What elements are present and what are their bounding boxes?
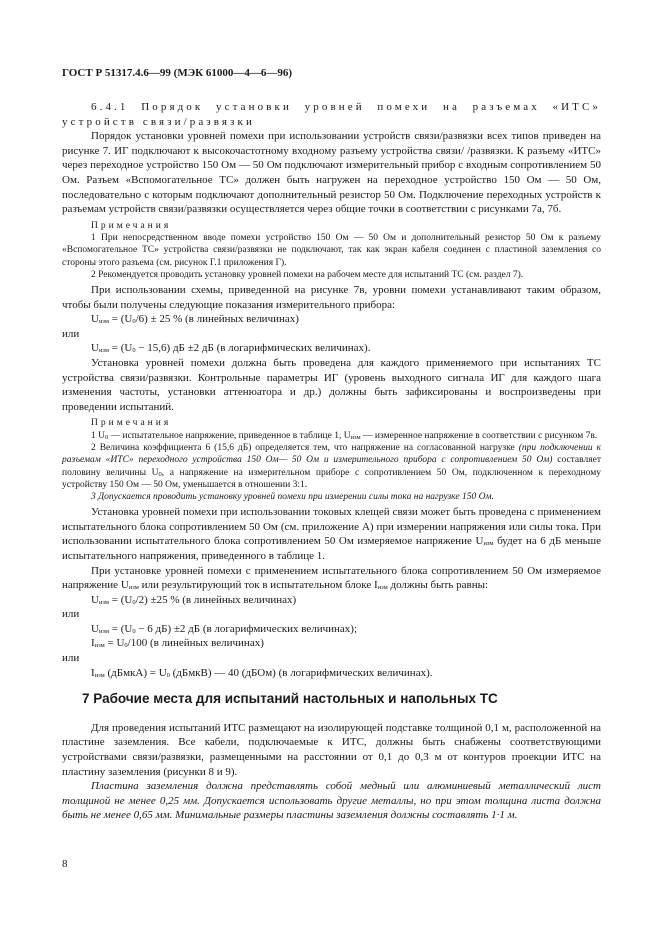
paragraph: При использовании схемы, приведенной на рисунке 7в, уровни помехи устанавливают таким образом, чтобы были получены следующие показания измерительного прибора: (62, 284, 601, 311)
section-heading-7: 7 Рабочие места для испытаний настольных и напольных ТС (82, 691, 498, 707)
notes-heading: Примечания (91, 418, 172, 429)
formula: $I_{изм} = U_0/100$ (в линейных величинах) (91, 637, 264, 650)
paragraph: Пластина заземления должна представлять собой медный или алюминиевый металлический лист толщиной не менее 0,25 мм. Допускается использовать другие металлы, но при этом толщина листа должна быть не менее 0,65 мм. Минимальные размеры пластины заземления должны составлять 1·1 м. (62, 780, 601, 822)
paragraph: Для проведения испытаний ИТС размещают на изолирующей подставке толщиной 0,1 м, расположенной на пластине заземления. Все кабели, подключаемые к ИТС, должны быть снабжены соответствующими устройствами связи/развязки, размещенными на расстоянии от 0,1 до 0,3 м от контуров проекции ИТС на пластину заземления (рисунки 8 и 9). (62, 721, 601, 778)
paragraph: При установке уровней помехи с применением испытательного блока сопротивлением 50 Ом измеряемое напряжение $U_{изм}$ или результирующий ток в испытательном блоке $I_{изм}$ должны быть равны: (62, 564, 601, 592)
formula: $U_{изм} = (U_0 - 15,6)$ дБ ±2 дБ (в логарифмических величинах). (91, 342, 371, 355)
page-number: 8 (62, 858, 68, 870)
notes-heading: Примечания (91, 220, 172, 231)
paragraph: Установка уровней помехи при использовании токовых клещей связи может быть проведена с применением испытательного блока сопротивлением 50 Ом (см. приложение А) при измерении напряжения или силы тока. При использовании испытательного блока сопротивлением 50 Ом измеряемое напряжение $U_{изм}$ будет на 6 дБ меньше испытательного напряжения, приведенного в таблице 1. (62, 506, 601, 562)
paragraph: Установка уровней помехи должна быть проведена для каждого применяемого при испытаниях ТС устройства связи/развязки. Контрольные параметры ИГ (уровень выходного сигнала ИГ для каждого шага изменения частоты, установки аттенюатора и др.) должны быть зафиксированы и воспроизведены при проведении испытаний. (62, 357, 601, 413)
document-header: ГОСТ Р 51317.4.6—99 (МЭК 61000—4—6—96) (62, 67, 293, 79)
or-label: или (62, 608, 80, 621)
subsection-heading-6-4-1: 6.4.1 Порядок установки уровней помехи на разъемах «ИТС» устройств связи/развязки (62, 101, 601, 128)
note-item: 2 Рекомендуется проводить установку уровней помехи на рабочем месте для испытаний ТС (см. раздел 7). (91, 269, 524, 280)
formula: $U_{изм} = (U_0 - 6$ дБ) ±2 дБ (в логарифмических величинах); (91, 622, 358, 635)
note-item: 1 При непосредственном вводе помехи устройство 150 Ом — 50 Ом и дополнительный резистор 50 Ом к разъему «Вспомогательное ТС» устройства связи/развязки не подключают, так как экран кабеля соединен с пластиной заземления со стороны этого разъема (см. рисунок Г.1 приложения Г). (62, 233, 601, 268)
formula: $I_{изм}$ (дБмкА) = $U_0$ (дБмкВ) — 40 (дБОм) (в логарифмических величинах). (91, 666, 433, 679)
formula: $U_{изм} = (U_0/6) \pm 25$ % (в линейных величинах) (91, 313, 299, 326)
or-label: или (62, 652, 80, 665)
note-item: 1 $U_0$ — испытательное напряжение, приведенное в таблице 1, $U_{изм}$ — измеренное напряжение в соответствии с рисунком 7в. (91, 430, 598, 441)
formula: $U_{изм} = (U_0/2) \pm 25$ % (в линейных величинах) (91, 593, 297, 606)
note-item: 3 Допускается проводить установку уровней помехи при измерении силы тока на нагрузке 150 Ом. (91, 491, 494, 502)
page-body (62, 100, 601, 823)
paragraph: Порядок установки уровней помехи при использовании устройств связи/развязки всех типов приведен на рисунке 7. ИГ подключают к высокочастотному входному разъему устройства связи/ /развязки. К разъему «ИТС» через переходное устройство 150 Ом — 50 Ом подключают измерительный прибор с входным сопротивлением 50 Ом. Разъем «Вспомогательное ТС» должен быть нагружен на переходное устройство 150 Ом — 50 Ом, последовательно с которым подключают дополнительный резистор 50 Ом. Подключение переходных устройств к разъемам устройств связи/развязки осуществляется через общие точки в соответствии с рисунками 7а, 7б. (62, 130, 601, 216)
note-item: 2 Величина коэффициента 6 (15,6 дБ) определяется тем, что напряжение на согласованной нагрузке (при подключении к разъемам «ИТС» переходного устройства 150 Ом— 50 Ом и измерительного прибора с сопротивлением 50 Ом) составляет половину величины $U_0$, а напряжение на измерительном приборе с сопротивлением 50 Ом, подключенном к переходному устройству 150 Ом — 50 Ом, уменьшается в отношении 3:1. (62, 443, 601, 490)
or-label: или (62, 327, 80, 340)
